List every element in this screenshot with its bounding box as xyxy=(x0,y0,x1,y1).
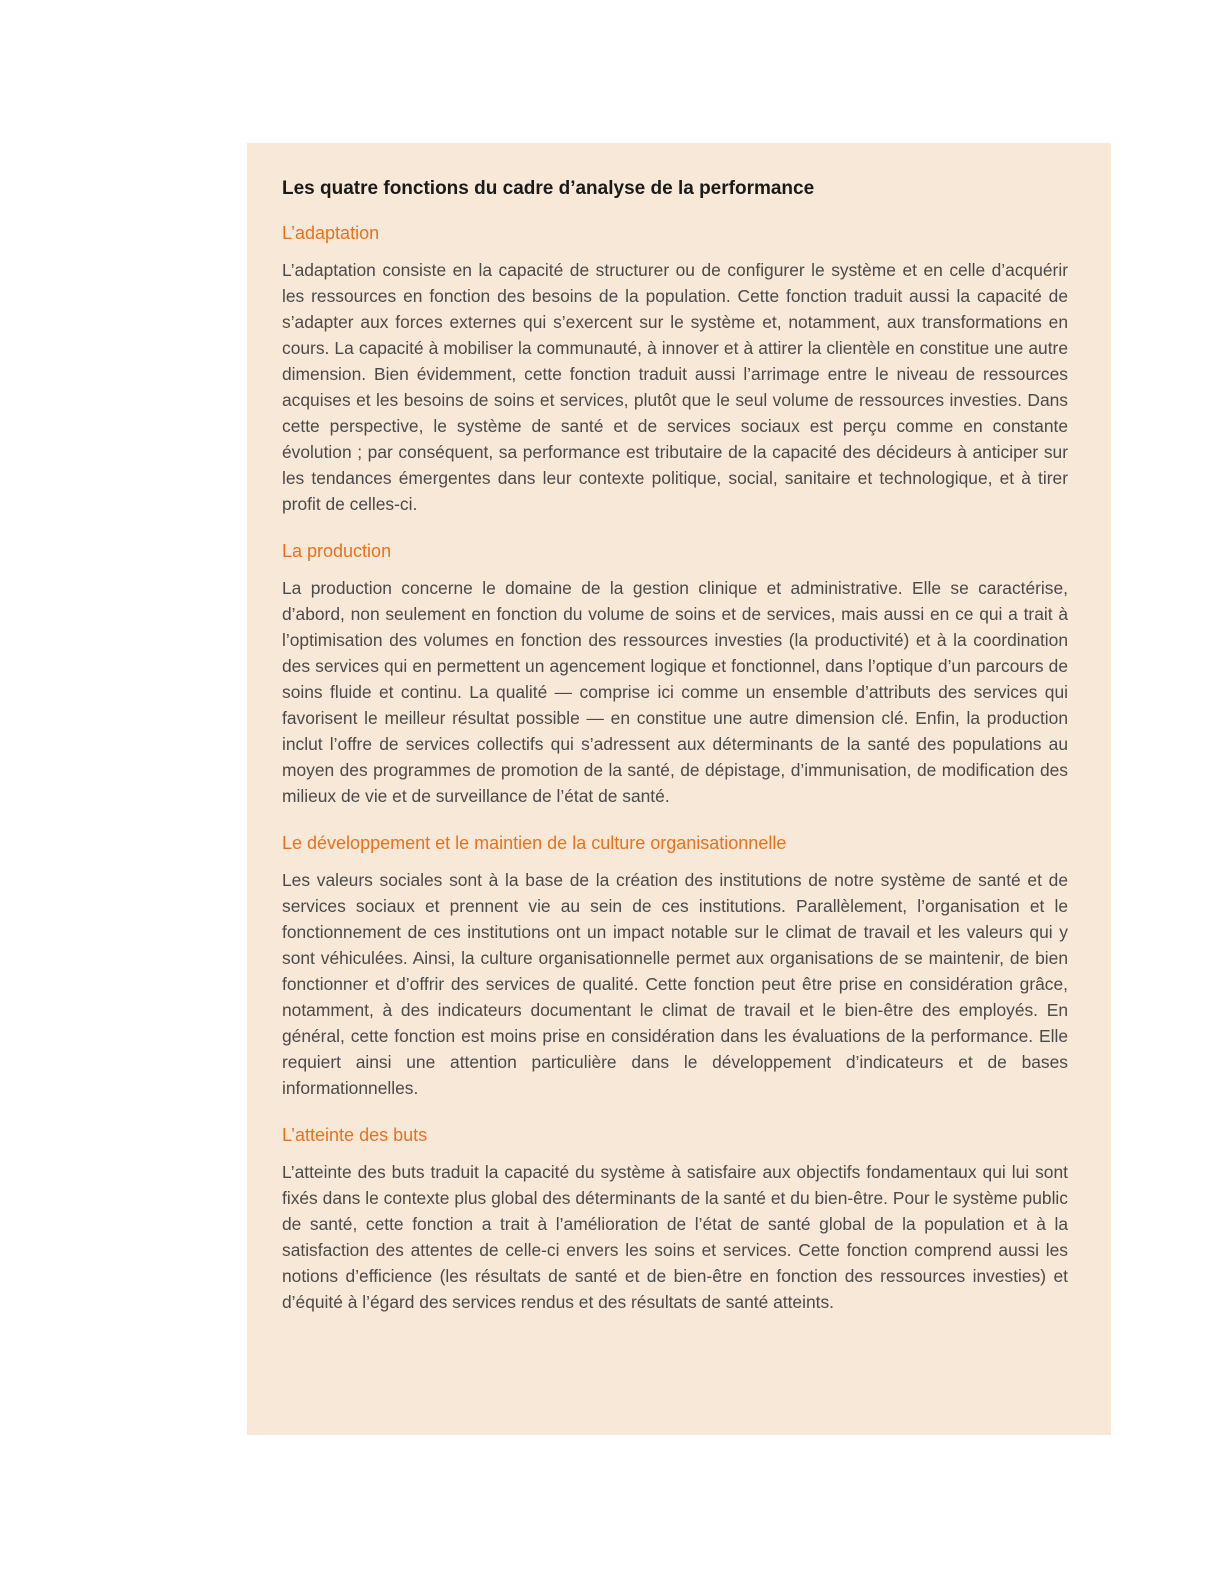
section-heading: Le développement et le maintien de la culture organisationnelle xyxy=(282,833,787,853)
section-production xyxy=(282,539,1068,809)
section-goals xyxy=(282,1123,1068,1315)
section-culture xyxy=(282,831,1068,1101)
section-heading: La production xyxy=(282,541,392,561)
section-adaptation xyxy=(282,221,1068,517)
section-body: L’atteinte des buts traduit la capacité du système à satisfaire aux objectifs fondamentaux qui lui sont fixés dans le contexte plus global des déterminants de la santé et du bien-être. Pour le système public de santé, cette fonction a trait à l’amélioration de l’état de santé global de la population et à la satisfaction des attentes de celle-ci envers les soins et services. Cette fonction comprend aussi les notions d’efficience (les résultats de santé et de bien-être en fonction des ressources investies) et d’équité à l’égard des services rendus et des résultats de santé atteints. xyxy=(282,1162,1068,1312)
section-body: Les valeurs sociales sont à la base de la création des institutions de notre système de santé et de services sociaux et prennent vie au sein de ces institutions. Parallèlement, l’organisation et le fonctionnement de ces institutions ont un impact notable sur le climat de travail et les valeurs qui y sont véhiculées. Ainsi, la culture organisationnelle permet aux organisations de se maintenir, de bien fonctionner et d’offrir des services de qualité. Cette fonction peut être prise en considération grâce, notamment, à des indicateurs documentant le climat de travail et le bien-être des employés. En général, cette fonction est moins prise en considération dans les évaluations de la performance. Elle requiert ainsi une attention particulière dans le développement d’indicateurs et de bases informationnelles. xyxy=(282,870,1068,1098)
section-heading: L’adaptation xyxy=(282,223,380,243)
box-title: Les quatre fonctions du cadre d’analyse de la performance xyxy=(282,178,815,199)
info-box xyxy=(247,143,1111,1435)
section-body: L’adaptation consiste en la capacité de structurer ou de configurer le système et en celle d’acquérir les ressources en fonction des besoins de la population. Cette fonction traduit aussi la capacité de s’adapter aux forces externes qui s’exercent sur le système et, notamment, aux transformations en cours. La capacité à mobiliser la communauté, à innover et à attirer la clientèle en constitue une autre dimension. Bien évidemment, cette fonction traduit aussi l’arrimage entre le niveau de ressources acquises et les besoins de soins et services, plutôt que le seul volume de ressources investies. Dans cette perspective, le système de santé et de services sociaux est perçu comme en constante évolution ; par conséquent, sa performance est tributaire de la capacité des décideurs à anticiper sur les tendances émergentes dans leur contexte politique, social, sanitaire et technologique, et à tirer profit de celles-ci. xyxy=(282,260,1068,514)
section-body: La production concerne le domaine de la gestion clinique et administrative. Elle se caractérise, d’abord, non seulement en fonction du volume de soins et de services, mais aussi en ce qui a trait à l’optimisation des volumes en fonction des ressources investies (la productivité) et à la coordination des services qui en permettent un agencement logique et fonctionnel, dans l’optique d’un parcours de soins fluide et continu. La qualité — comprise ici comme un ensemble d’attributs des services qui favorisent le meilleur résultat possible — en constitue une autre dimension clé. Enfin, la production inclut l’offre de services collectifs qui s’adressent aux déterminants de la santé des populations au moyen des programmes de promotion de la santé, de dépistage, d’immunisation, de modification des milieux de vie et de surveillance de l’état de santé. xyxy=(282,578,1068,806)
section-heading: L’atteinte des buts xyxy=(282,1125,428,1145)
